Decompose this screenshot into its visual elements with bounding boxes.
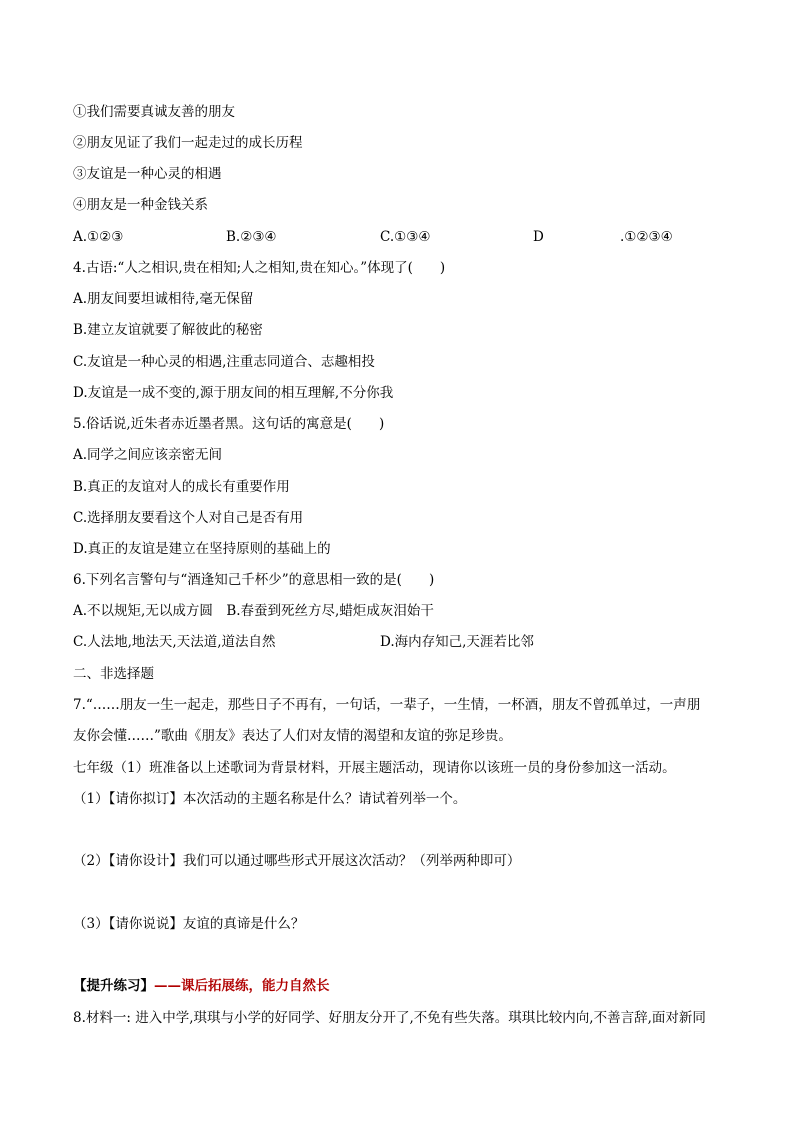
- q3-option-a: A.①②③: [73, 229, 124, 245]
- q5-option-c: C.选择朋友要看这个人对自己是否有用: [73, 510, 304, 526]
- q3-statement-3: ③友谊是一种心灵的相遇: [73, 166, 222, 182]
- q3-option-b: B.②③④: [226, 229, 277, 245]
- q6-option-d: D.海内存知己,天涯若比邻: [380, 634, 534, 650]
- section-heading: 二、非选择题: [73, 666, 154, 682]
- q6-option-c: C.人法地,地法天,天法道,道法自然: [73, 634, 276, 650]
- q7-line-1: 7.“……朋友一生一起走，那些日子不再有，一句话，一辈子，一生情，一杯酒，朋友不曾孤单过，一声朋: [73, 697, 701, 713]
- q5-stem: 5.俗话说,近朱者赤近墨者黑。这句话的寓意是( ): [73, 416, 385, 432]
- q7-part-1: （1）【请你拟订】本次活动的主题名称是什么？请试着列举一个。: [73, 791, 467, 807]
- q3-option-d-text: .①②③④: [620, 229, 673, 245]
- q8-line-1: 8.材料一: 进入中学,琪琪与小学的好同学、好朋友分开了,不免有些失落。琪琪比较内向,不善言辞,面对新同: [73, 1010, 706, 1026]
- q7-line-2: 友你会懂……”歌曲《朋友》表达了人们对友情的渴望和友谊的弥足珍贵。: [73, 728, 512, 744]
- q3-statement-1: ①我们需要真诚友善的朋友: [73, 104, 235, 120]
- q6-options-ab: A.不以规矩,无以成方圆 B.春蚕到死丝方尽,蜡炬成灰泪始干: [73, 603, 434, 619]
- q4-stem: 4.古语:“人之相识,贵在相知;人之相知,贵在知心。”体现了( ): [73, 260, 446, 276]
- q4-option-a: A.朋友间要坦诚相待,毫无保留: [73, 291, 254, 307]
- q5-option-d: D.真正的友谊是建立在坚持原则的基础上的: [73, 541, 331, 557]
- q4-option-b: B.建立友谊就要了解彼此的秘密: [73, 322, 263, 338]
- q5-option-b: B.真正的友谊对人的成长有重要作用: [73, 479, 290, 495]
- q5-option-a: A.同学之间应该亲密无间: [73, 447, 223, 463]
- q3-statement-2: ②朋友见证了我们一起走过的成长历程: [73, 135, 303, 151]
- q6-stem: 6.下列名言警句与“酒逢知己千杯少”的意思相一致的是( ): [73, 572, 435, 588]
- q3-statement-4: ④朋友是一种金钱关系: [73, 197, 208, 213]
- q7-part-2: （2）【请你设计】我们可以通过哪些形式开展这次活动？（列举两种即可）: [73, 853, 521, 869]
- q4-option-d: D.友谊是一成不变的,源于朋友间的相互理解,不分你我: [73, 385, 394, 401]
- q7-part-3: （3）【请你说说】友谊的真谛是什么？: [73, 916, 305, 932]
- practice-slogan: ——课后拓展练，能力自然长: [154, 978, 330, 994]
- practice-label: 【提升练习】: [73, 978, 154, 994]
- practice-heading: [73, 976, 330, 996]
- q4-option-c: C.友谊是一种心灵的相遇,注重志同道合、志趣相投: [73, 354, 375, 370]
- q7-line-3: 七年级（1）班准备以上述歌词为背景材料，开展主题活动，现请你以该班一员的身份参加这一活动。: [73, 760, 676, 776]
- q3-option-d-letter: D: [533, 229, 544, 245]
- q3-option-c: C.①③④: [380, 229, 431, 245]
